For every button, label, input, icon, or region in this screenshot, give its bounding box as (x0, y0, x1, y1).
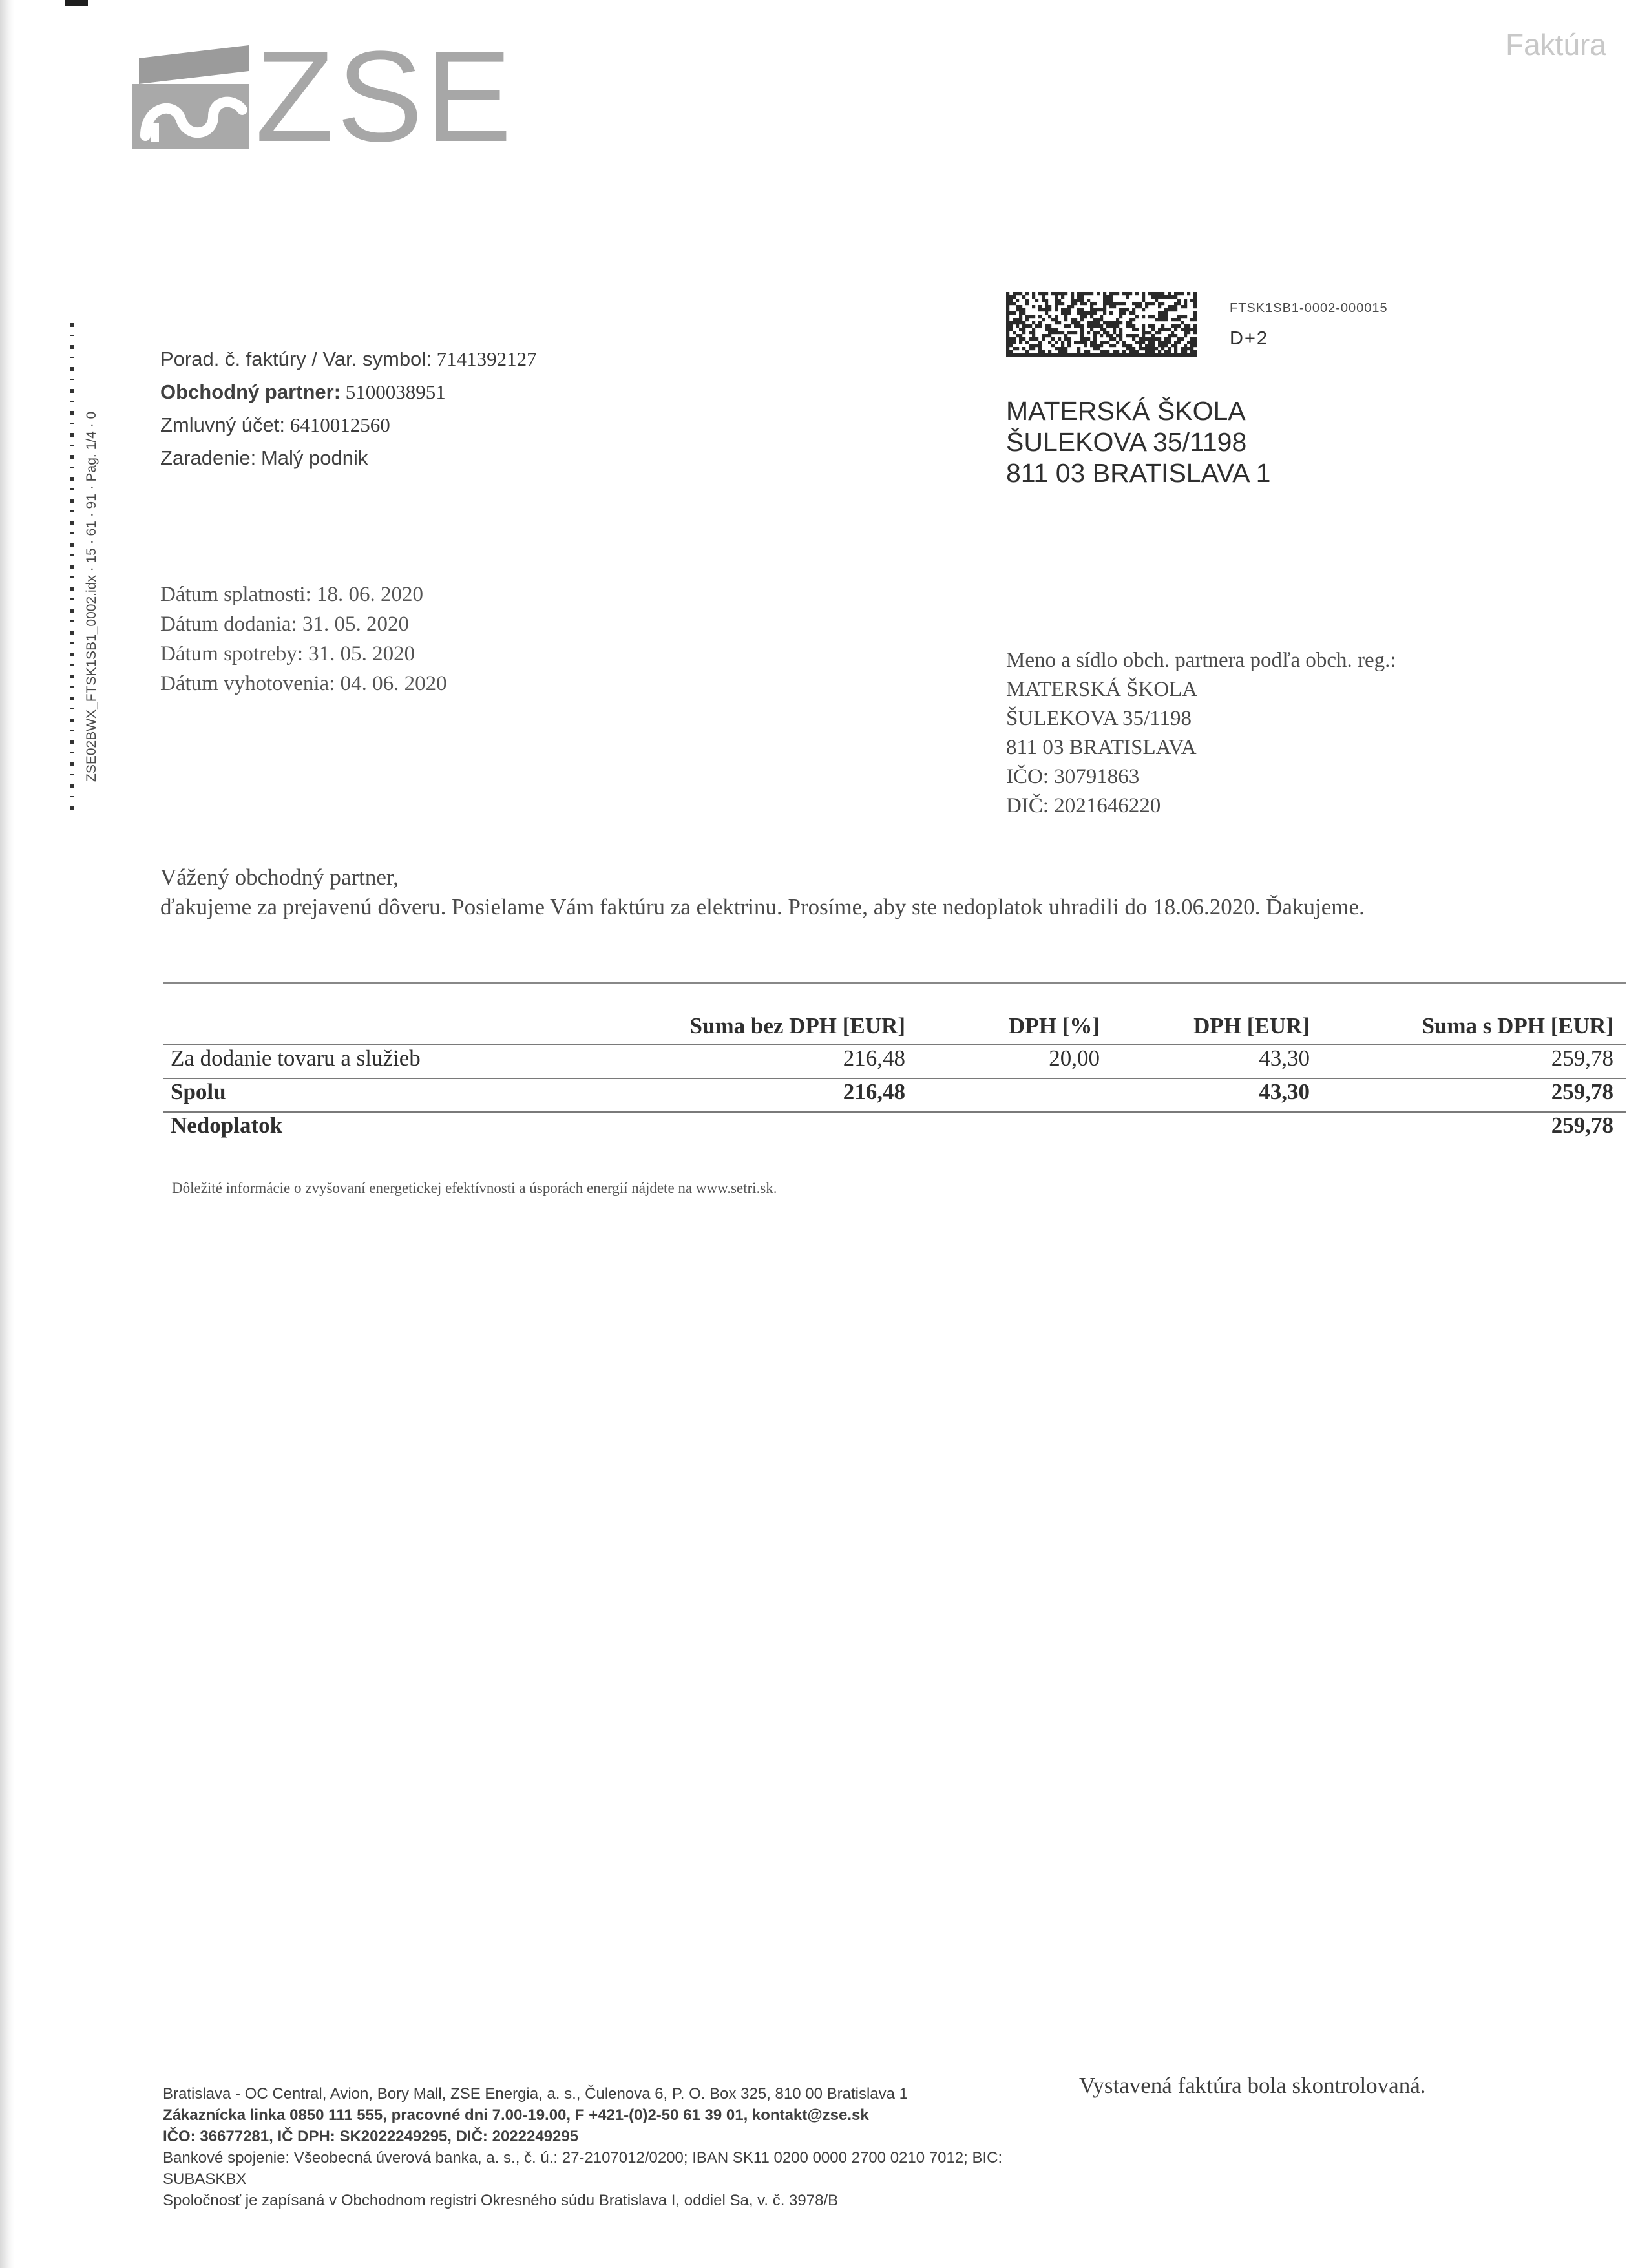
partner-registry-street: ŠULEKOVA 35/1198 (1006, 707, 1192, 730)
account-row (160, 408, 537, 441)
table-top-rule (163, 982, 1626, 984)
partner-registry-ico: IČO: 30791863 (1006, 765, 1140, 788)
issue-date: Dátum vyhotovenia: 04. 06. 2020 (160, 672, 447, 695)
row-label: Za dodanie tovaru a služieb (171, 1045, 421, 1071)
header-vat: DPH [EUR] (1193, 1013, 1310, 1038)
account-value: 6410012560 (289, 414, 390, 436)
table-row (163, 1045, 1626, 1079)
invoice-number-row (160, 342, 537, 375)
category-row (160, 441, 537, 474)
partner-registry-heading: Meno a sídlo obch. partnera podľa obch. reg.: (1006, 649, 1396, 672)
greeting (160, 863, 1365, 922)
partner-registry-name: MATERSKÁ ŠKOLA (1006, 678, 1198, 701)
header-vat-percent: DPH [%] (1009, 1013, 1100, 1038)
footer-hotline: Zákaznícka linka 0850 111 555, pracovné dni 7.00-19.00, F +421-(0)2-50 61 39 01, kontakt@zse.sk (163, 2106, 869, 2124)
scan-mark (65, 0, 88, 6)
row-vat-percent: 20,00 (1049, 1045, 1100, 1071)
partner-registry-dic: DIČ: 2021646220 (1006, 794, 1161, 817)
side-code: ZSE02BWX_FTSK1SB1_0002.idx · 15 · 61 · 91 · Pag. 1/4 · 0 (84, 411, 99, 782)
account-label: Zmluvný účet: (160, 414, 285, 436)
table-row-total (163, 1079, 1626, 1113)
partner-registry (1006, 646, 1396, 821)
energy-efficiency-note: Dôležité informácie o zvyšovaní energetickej efektívnosti a úsporách energií nájdete na www.setri.sk. (172, 1180, 777, 1196)
partner-registry-city: 811 03 BRATISLAVA (1006, 736, 1197, 759)
invoice-summary-table (163, 982, 1626, 1145)
document-title: Faktúra (1506, 28, 1606, 61)
invoice-number-label: Porad. č. faktúry / Var. symbol: (160, 348, 432, 370)
datamatrix-barcode (1006, 292, 1197, 357)
scanner-edge (0, 0, 14, 2268)
footer-bank: Bankové spojenie: Všeobecná úverová banka, a. s., č. ú.: 27-2107012/0200; IBAN SK11 0200 0000 2700 0210 7012; BIC: SUBASKBX (163, 2149, 1003, 2188)
header-gross: Suma s DPH [EUR] (1422, 1013, 1613, 1038)
delivery-date: Dátum dodania: 31. 05. 2020 (160, 613, 409, 636)
dates-block (160, 580, 447, 698)
due-date: Dátum splatnosti: 18. 06. 2020 (160, 583, 423, 606)
greeting-body: ďakujeme za prejavenú dôveru. Posielame Vám faktúru za elektrinu. Prosíme, aby ste nedoplatok uhradili do 18.06.2020. Ďakujeme. (160, 894, 1365, 919)
row-gross: 259,78 (1551, 1045, 1613, 1071)
row-net: 216,48 (843, 1045, 905, 1071)
partner-label: Obchodný partner: (160, 381, 341, 403)
arrears-label: Nedoplatok (171, 1113, 283, 1138)
greeting-salutation: Vážený obchodný partner, (160, 865, 399, 890)
total-net: 216,48 (843, 1079, 905, 1104)
partner-value: 5100038951 (345, 381, 446, 403)
invoice-info (160, 342, 537, 474)
brand-wordmark: ZSE (255, 25, 514, 169)
total-gross: 259,78 (1551, 1079, 1613, 1104)
side-ticks (70, 323, 74, 814)
document-code: FTSK1SB1-0002-000015 (1230, 301, 1388, 315)
recipient-street: ŠULEKOVA 35/1198 (1006, 427, 1247, 457)
recipient-name: MATERSKÁ ŠKOLA (1006, 396, 1246, 426)
footer-address: Bratislava - OC Central, Avion, Bory Mall, ZSE Energia, a. s., Čulenova 6, P. O. Box 325, 810 00 Bratislava 1 (163, 2085, 909, 2103)
category-value: Malý podnik (260, 446, 368, 469)
arrears-gross: 259,78 (1551, 1113, 1613, 1138)
zse-logo (129, 25, 514, 169)
row-vat: 43,30 (1259, 1045, 1310, 1071)
footer-registry: Spoločnosť je zapísaná v Obchodnom registri Okresného súdu Bratislava I, oddiel Sa, v. č. 3978/B (163, 2192, 839, 2209)
header-net: Suma bez DPH [EUR] (689, 1013, 905, 1038)
invoice-number-value: 7141392127 (436, 348, 537, 370)
recipient-address (1006, 395, 1270, 488)
table-header-row (163, 994, 1626, 1045)
category-label: Zaradenie: (160, 446, 257, 469)
table-row-arrears (163, 1113, 1626, 1145)
zse-emblem-icon (129, 45, 252, 155)
checked-note: Vystavená faktúra bola skontrolovaná. (1079, 2073, 1426, 2098)
total-vat: 43,30 (1259, 1079, 1310, 1104)
recipient-city: 811 03 BRATISLAVA 1 (1006, 458, 1271, 488)
footer-tax-ids: IČO: 36677281, IČ DPH: SK2022249295, DIČ: 2022249295 (163, 2128, 579, 2145)
delivery-code: D+2 (1230, 328, 1269, 349)
total-label: Spolu (171, 1079, 226, 1104)
consumption-date: Dátum spotreby: 31. 05. 2020 (160, 642, 415, 666)
company-footer (163, 2083, 1080, 2211)
partner-row (160, 375, 537, 408)
